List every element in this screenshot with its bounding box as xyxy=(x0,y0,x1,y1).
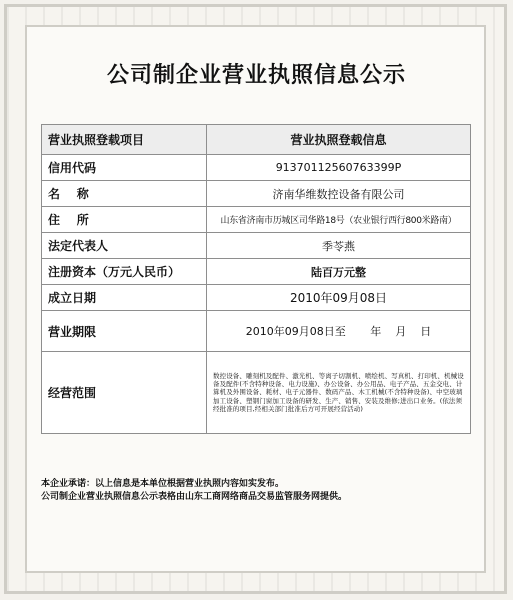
row-value: 91370112560763399P xyxy=(207,155,471,181)
footnote xyxy=(41,478,481,503)
row-value: 2010年09月08日 xyxy=(207,285,471,311)
footnote-line-1: 本企业承诺：以上信息是本单位根据营业执照内容如实发布。 xyxy=(41,479,285,489)
business-scope-text: 数控设备、雕刻机及配件、激光机、等离子切割机、喷绘机、写真机、打印机、机械设备及配件(不含特种设备、电力设施)、办公设备、办公用品、电子产品、五金交电、计算机及外围设备、耗材、电子元器件、数码产品、木工机械(不含特种设备)、中空玻璃加工设备、塑钢门窗加工设备的研发、生产、销售、安装及维修;进出口业务。(依法须经批准的项目,经相关部门批准后方可开展经营活动) xyxy=(213,372,464,413)
header-item-column: 营业执照登载项目 xyxy=(42,125,207,155)
row-label: 成立日期 xyxy=(42,285,207,311)
row-value: 2010年09月08日至 年 月 日 xyxy=(207,311,471,352)
table-row-address xyxy=(42,207,471,233)
row-label: 营业期限 xyxy=(42,311,207,352)
table-row-company-name xyxy=(42,181,471,207)
table-row-business-scope xyxy=(42,352,471,434)
license-info-table xyxy=(41,124,471,434)
row-label: 住 所 xyxy=(42,207,207,233)
row-value: 山东省济南市历城区司华路18号（农业银行西行800米路南） xyxy=(207,207,471,233)
row-label: 注册资本（万元人民币） xyxy=(42,259,207,285)
row-label: 法定代表人 xyxy=(42,233,207,259)
table-header-row xyxy=(42,125,471,155)
row-value: 陆百万元整 xyxy=(207,259,471,285)
row-label: 信用代码 xyxy=(42,155,207,181)
table-row-established-date xyxy=(42,285,471,311)
row-value: 济南华维数控设备有限公司 xyxy=(207,181,471,207)
table-row-credit-code xyxy=(42,155,471,181)
row-value: 季苓燕 xyxy=(207,233,471,259)
table-row-business-period xyxy=(42,311,471,352)
table-row-legal-representative xyxy=(42,233,471,259)
row-label: 名 称 xyxy=(42,181,207,207)
page-title: 公司制企业营业执照信息公示 xyxy=(106,63,406,88)
table-row-registered-capital xyxy=(42,259,471,285)
header-info-column: 营业执照登载信息 xyxy=(207,125,471,155)
scope-cell xyxy=(207,352,471,434)
row-label: 经营范围 xyxy=(42,352,207,434)
footnote-line-2: 公司制企业营业执照信息公示表格由山东工商网络商品交易监管服务网提供。 xyxy=(41,491,348,502)
